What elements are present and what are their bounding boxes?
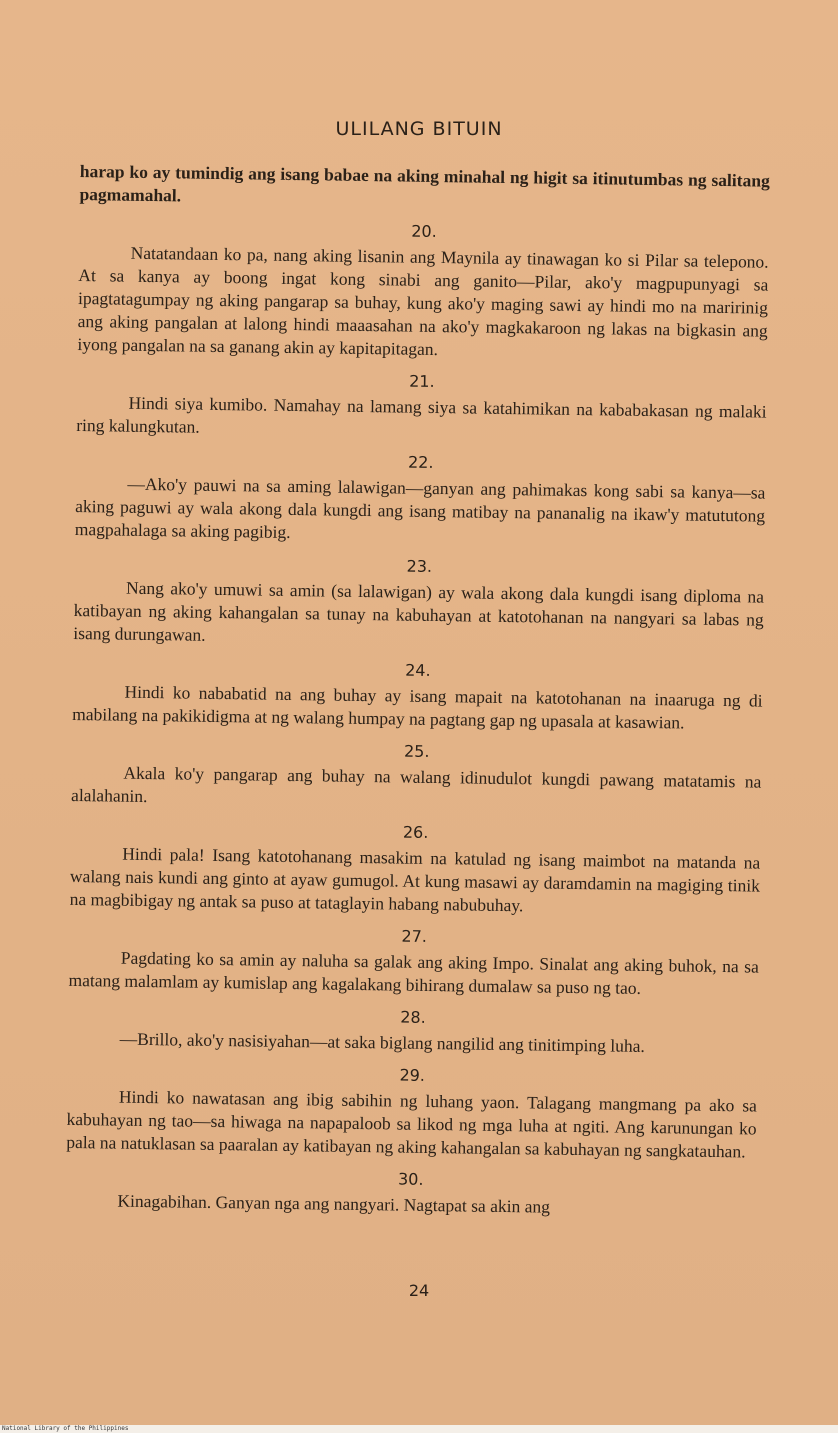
section-paragraph: —Ako'y pauwi na sa aming lalawigan—ganyan ang pahimakas kong sabi sa kanya—sa aking paguwi ay wala akong dala kungdi ang isang matibay na pananalig na ikaw'y matututong magpahalaga sa aking pagibig. [74,473,766,542]
section-paragraph: Natatandaan ko pa, nang aking lisanin ang Maynila ay tinawagan ko si Pilar sa telepono. At sa kanya ay boong ingat kong sinabi ang ganito—Pilar, ako'y magpupunyagi sa ipagtatagumpay ng aking pangarap sa buhay, kung ako'y maging sawi ay hindi mo na maririnig ang aking pangalan at lalong hindi maaasahan na ako'y magkakaroon ng lakas na bigkasin ang iyong pangalan na sa ganang akin ay kapitapitagan. [77,242,769,360]
section-paragraph: Kinagabihan. Ganyan nga ang nangyari. Nagtapat sa akin ang [117,1190,551,1217]
sections-container [65,215,769,1222]
section-number: 21. [409,371,435,391]
section-paragraph: Pagdating ko sa amin ay naluha sa galak ang aking Impo. Sinalat ang aking buhok, na sa matang malamlam ay kumislap ang kagalakang bihirang dumalaw sa puso ng tao. [68,947,759,998]
section-paragraph: Akala ko'y pangarap ang buhay na walang idinudulot kungdi pawang matatamis na alalahanin. [70,762,762,807]
intro-paragraph: harap ko ay tumindig ang isang babae na aking minahal ng higit sa itinutumbas ng salitang pagmamahal. [79,160,770,206]
section-paragraph: Hindi siya kumibo. Namahay na lamang siya sa katahimikan na kababakasan ng malaki ring kalungkutan. [76,392,767,437]
section-number: 28. [400,1007,426,1027]
section-number: 22. [407,452,434,472]
page-number: 24 [408,1281,430,1300]
section-paragraph: —Brillo, ako'y nasisiyahan—at saka biglang nangilid ang tinitimping luha. [119,1028,645,1056]
section-paragraph: Hindi ko nababatid na ang buhay ay isang mapait na katotohanan na inaaruga ng di mabilang na pakikidigma at ng walang humpay na pagtang gap ng upasala at kasawian. [72,681,763,733]
section-paragraph: Nang ako'y umuwi sa amin (sa lalawigan) ay wala akong dala kungdi isang diploma na katibayan ng aking kahangalan sa tunay na kabuhayan at katotohanan na nangyari sa labas ng isang durungawan. [73,577,765,645]
body-text [65,160,770,1222]
section-number: 25. [403,741,430,761]
section-paragraph: Hindi ko nawatasan ang ibig sabihin ng luhang yaon. Talagang mangmang pa ako sa kabuhayan ng tao—sa hiwaga na napapaloob sa likod ng mga luha at ngiti. Ang karunungan ko pala na natuklasan sa paaralan ay katibayan ng aking kahangalan sa kabuhayan ng sangkatauhan. [66,1086,758,1162]
page-header: ULILANG BITUIN [335,118,503,140]
section-paragraph: Hindi pala! Isang katotohanang masakim na katulad ng isang maimbot na matanda na walang nais kundi ang ginto at ayaw gumugol. At kung masawi ay daramdamin na magiging tinik na magbibigay ng antak sa puso at tataglayin habang nabubuhay. [69,843,761,916]
section-number: 30. [397,1169,424,1189]
library-footer: National Library of the Philippines [0,1425,838,1433]
section-number: 26. [402,822,429,842]
section-number: 24. [405,660,431,680]
section-number: 20. [411,221,437,241]
section-number: 27. [401,926,428,946]
section-number: 29. [399,1065,426,1085]
section-number: 23. [406,556,433,576]
